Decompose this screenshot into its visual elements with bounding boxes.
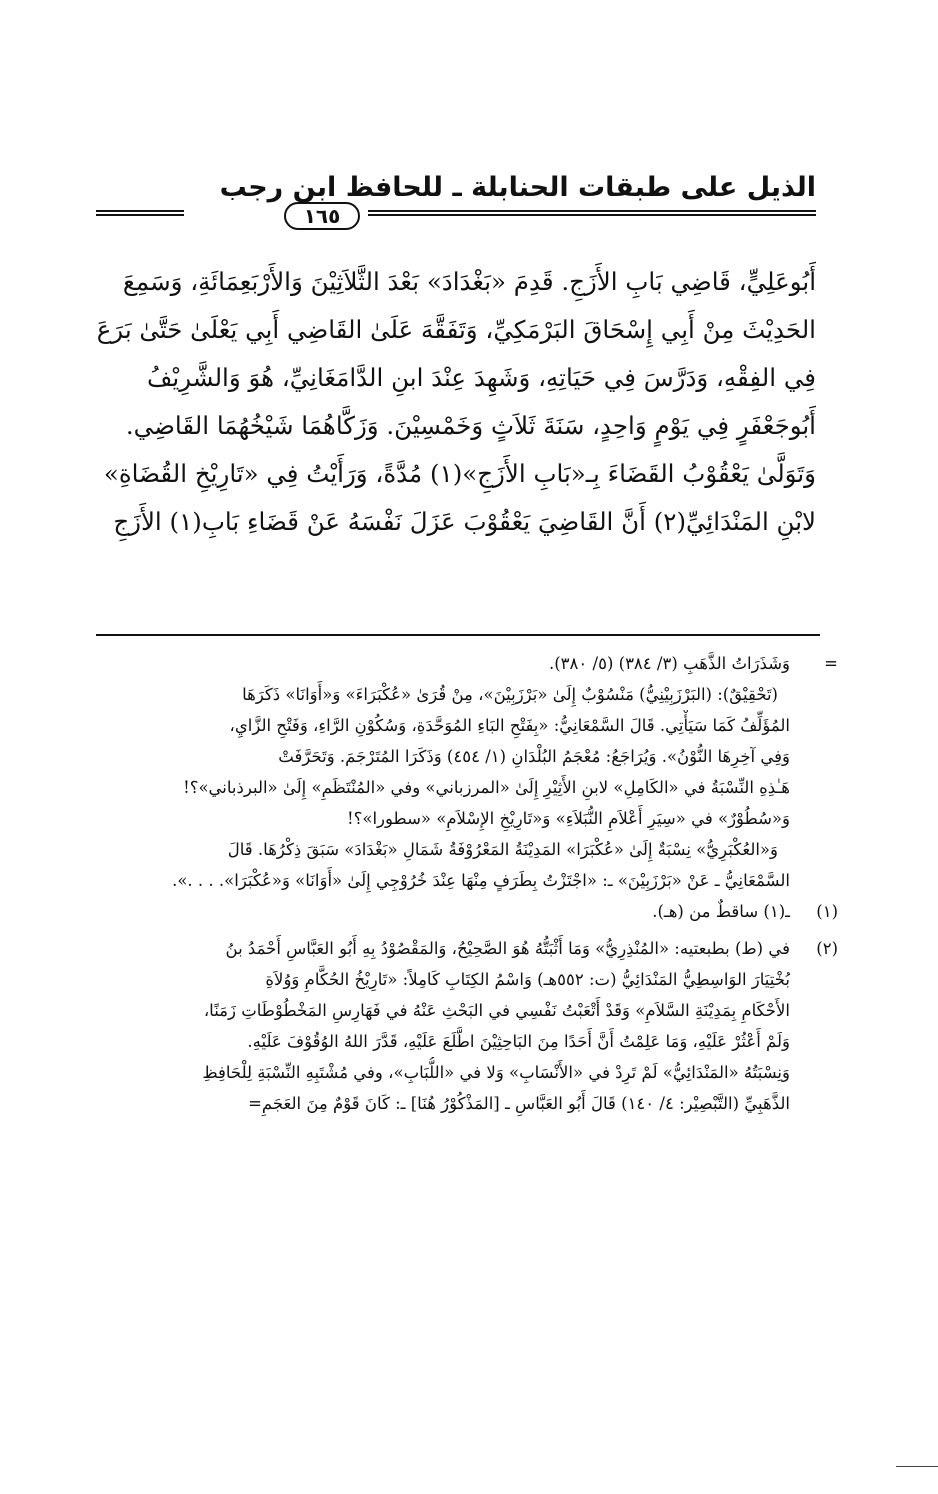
footnote-1-marker: (١) xyxy=(816,902,838,921)
ukbari-line: السَّمْعَانِيُّ ـ عَنْ «بَرْزَبِيْنَ» ـ: «اجْتَزْتُ بِطَرَفٍ مِنْهَا عِنْدَ خُرُوْجِي إِلَىٰ «أَوَانَا» وَ«عُكْبَرَا». . . .». xyxy=(172,871,790,890)
footnotes xyxy=(96,648,838,1119)
footnote-1-text: ـ(١) ساقطٌ من (هـ). xyxy=(652,902,790,921)
text-line: لابْنِ المَنْدَائِيِّ(٢) أَنَّ القَاضِيَ يَعْقُوْبَ عَزَلَ نَفْسَهُ عَنْ قَضَاءِ بَابِ(١) الأَزَجِ xyxy=(113,507,816,536)
main-text xyxy=(96,258,816,546)
text-line: أَبُوعَلِيٍّ، قَاضِي بَابِ الأَزَجِ. قَدِمَ «بَغْدَادَ» بَعْدَ الثَّلاَثِيْنَ وَالأَرْبَعِمَائَةِ، وَسَمِعَ xyxy=(122,267,816,296)
header-rule xyxy=(96,202,816,228)
footnote-2-line: وَلَمْ أَعْثُرْ عَلَيْهِ، وَمَا عَلِمْتُ أَنَّ أَحَدًا مِنَ البَاحِثِيْنَ اطَّلَعَ عَلَيْهِ، قَدَّرَ اللهُ الوُقُوْفَ عَلَيْهِ. xyxy=(247,1032,790,1051)
tahqiq-line: المُؤَلِّفُ كَمَا سَيَأْتِي. قَالَ السَّمْعَانِيُّ: «بِفَتْحِ البَاءِ المُوَحَّدَةِ، وَسُكُوْنِ الرَّاءِ، وَفَتْحِ الزَّايِ، xyxy=(229,716,790,735)
continuation-marker: = xyxy=(824,654,838,673)
ukbari-line: وَ«العُكْبَرِيُّ» نِسْبَةٌ إِلَىٰ «عُكْبَرَا» المَدِيْنَةُ المَعْرُوْفَةُ شَمَالِ «بَغْدَادَ» سَبَقَ ذِكْرُهَا. قَالَ xyxy=(227,840,778,859)
footnote-1 xyxy=(96,896,838,927)
footnote-2-line: الذَّهَبِيِّ (التَّبْصِيْر: ٤/ ١٤٠) قَالَ أَبُو العَبَّاسِ ـ [المَذْكُوْرُ هُنَا] ـ: كَانَ قَوْمٌ مِنَ العَجَمِ= xyxy=(248,1094,790,1113)
footnote-2-line: وَنِسْبَتُهُ «المَنْدَائِيُّ» لَمْ تَرِدْ في «الأَنْسَابِ» وَلا في «اللُّبَابِ»، وفي مُشْتَبِهِ النِّسْبَةِ لِلْحَافِظِ xyxy=(202,1063,790,1082)
footnote-2-line: الأَحْكَامِ بِمَدِيْنَةِ السَّلاَمِ» وَقَدْ أَتْعَبْتُ نَفْسِي في البَحْثِ عَنْهُ في فَهَارِسِ المَخْطُوْطَاتِ زَمَنًا، xyxy=(203,1001,790,1020)
tahqiq-line: وَ«سُطُوْرٌ» في «سِيَرِ أَعْلاَمِ النُّبَلاَءِ» وَ«تَارِيْخِ الإِسْلاَمِ» «سطورا»؟! xyxy=(346,809,790,828)
text-line: وَتَوَلَّىٰ يَعْقُوْبُ القَضَاءَ بِـ«بَابِ الأَزَجِ»(١) مُدَّةً، وَرَأَيْتُ فِي «تَارِيْخِ القُضَاةِ» xyxy=(103,459,816,488)
footnote-2 xyxy=(96,933,838,964)
footnote-continuation xyxy=(96,648,838,679)
text-line: الحَدِيْثَ مِنْ أَبِي إِسْحَاقَ البَرْمَكِيِّ، وَتَفَقَّهَ عَلَىٰ القَاضِي أَبِي يَعْلَىٰ حَتَّىٰ بَرَعَ xyxy=(96,315,816,344)
footnote-2-marker: (٢) xyxy=(816,939,838,958)
tahqiq-line: (تَحْقِيْقٌ): (البَرْزَبِيْنِيُّ) مَنْسُوْبٌ إِلَىٰ «بَرْزَبِيْنَ»، مِنْ قُرَىٰ «عُكْبَرَاءَ» وَ«أَوَانَا» ذَكَرَهَا xyxy=(242,685,778,704)
footnote-2-line: بُخْتِيَارَ الوَاسِطِيُّ المَنْدَائِيُّ (ت: ٥٥٢هـ) وَاسْمُ الكِتَابِ كَامِلاً: «تَارِيْخُ الحُكَّامِ وَوُلاَةِ xyxy=(265,970,790,989)
page-number: ١٦٥ xyxy=(284,202,360,230)
text-line: فِي الفِقْهِ، وَدَرَّسَ فِي حَيَاتِهِ، وَشَهِدَ عِنْدَ ابنِ الدَّامَغَانِيِّ، هُوَ وَالشَّرِيْفُ xyxy=(147,363,816,392)
book-title: الذيل على طبقات الحنابلة ـ للحافظ ابن رجب xyxy=(219,172,816,203)
header-rule-right xyxy=(368,210,816,216)
margin-rule xyxy=(896,1466,938,1467)
tahqiq-line: هَـٰذِهِ النِّسْبَةُ في «الكَامِلِ» لابنِ الأَثِيْرِ إِلَىٰ «المرزباني» وفي «المُنْتَظَمِ» إِلَىٰ «البرذباني»؟! xyxy=(183,778,790,797)
footnote-separator xyxy=(96,634,820,636)
footnote-2-line: في (ط) بطبعتيه: «المُنْذِرِيُّ» وَمَا أَثْبَتُّهُ هُوَ الصَّحِيْحُ، وَالمَقْصُوْدُ بِهِ أَبُو العَبَّاسِ أَحْمَدُ بنُ xyxy=(225,939,790,958)
tahqiq-line: وَفِي آخِرِهَا النُّوْنُ». وَيُرَاجَعُ: مُعْجَمُ البُلْدَانِ (١/ ٤٥٤) وَذَكَرَا المُتَرْجَمَ. وَتَحَرَّفَتْ xyxy=(278,747,790,766)
continuation-text: وَشَذَرَاتُ الذَّهَبِ (٣/ ٣٨٤) (٥/ ٣٨٠). xyxy=(548,654,790,673)
text-line: أَبُوجَعْفَرٍ فِي يَوْمٍ وَاحِدٍ، سَنَةَ ثَلاَثٍ وَخَمْسِيْنَ. وَزَكَّاهُمَا شَيْخُهُمَا القَاضِي. xyxy=(125,411,816,440)
header-rule-left xyxy=(96,210,184,216)
